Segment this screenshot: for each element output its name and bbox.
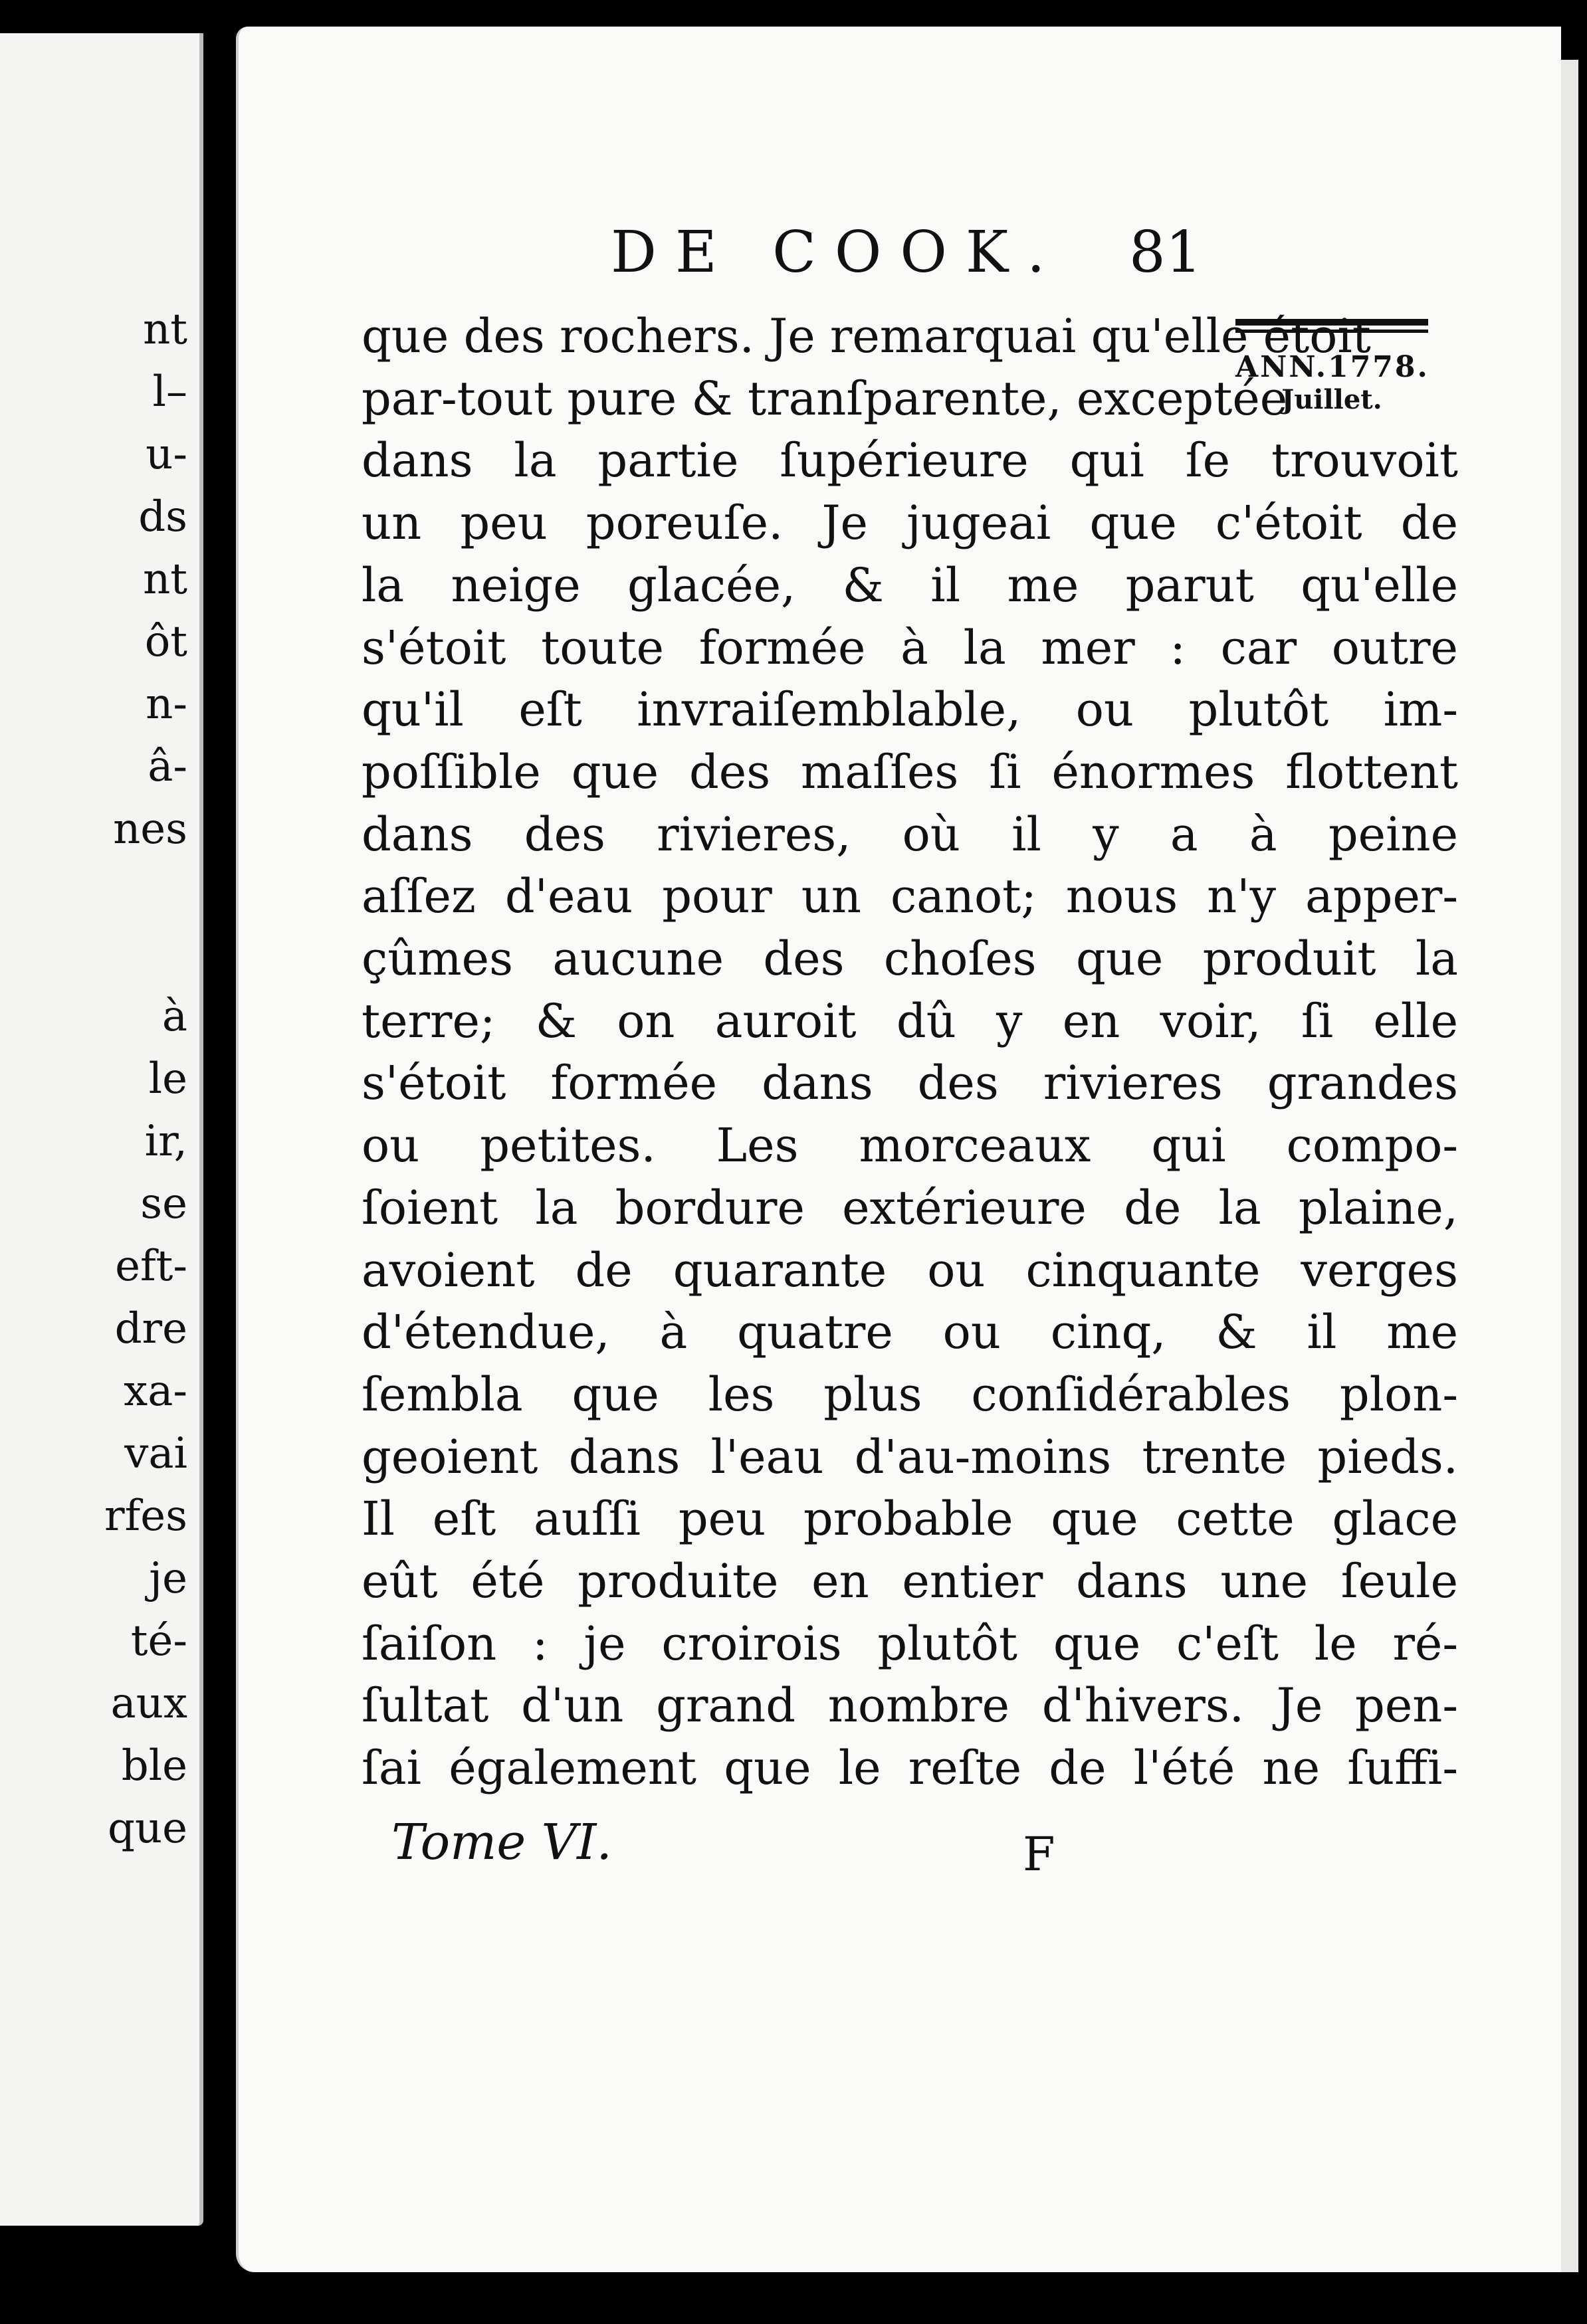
facing-page-fragment: u- xyxy=(146,430,187,479)
facing-page-fragment: se xyxy=(140,1179,187,1228)
facing-page-fragment: rfes xyxy=(104,1492,187,1541)
text-line: ou petites. Les morceaux qui compo- xyxy=(362,1118,1458,1173)
book-page xyxy=(236,27,1561,2272)
facing-page-fragment: que xyxy=(107,1804,187,1853)
facing-page-fragment: à xyxy=(161,992,187,1041)
text-line: ſembla que les plus conſidérables plon- xyxy=(362,1367,1458,1422)
facing-page-fragment: nt xyxy=(143,555,187,604)
margin-note-year: ANN.1778. xyxy=(1235,350,1429,384)
facing-page-fragment: vai xyxy=(124,1429,187,1478)
text-line: qu'il eſt invraiſemblable, ou plutôt im- xyxy=(362,682,1458,737)
page-edge xyxy=(1558,60,1578,2272)
text-line: aſſez d'eau pour un canot; nous n'y apper- xyxy=(362,869,1458,924)
running-head: DE COOK. xyxy=(611,219,1064,286)
text-line: çûmes aucune des choſes que produit la xyxy=(362,931,1458,987)
page-header xyxy=(239,219,1561,292)
text-line: dans des rivieres, où il y a à peine xyxy=(362,807,1458,862)
facing-page-fragment: dre xyxy=(114,1304,187,1353)
facing-page-fragment: l– xyxy=(152,367,187,417)
text-line: la neige glacée, & il me parut qu'elle xyxy=(362,557,1458,613)
facing-page-fragment: eft- xyxy=(115,1242,187,1291)
facing-page-fragment: le xyxy=(148,1054,187,1104)
text-line: Il eſt auſſi peu probable que cette glace xyxy=(362,1492,1458,1547)
facing-page-fragment: ôt xyxy=(144,617,187,666)
facing-page-fragment: â- xyxy=(148,742,187,791)
facing-page-fragment: nes xyxy=(113,805,187,854)
facing-page-fragment: ds xyxy=(138,492,187,541)
text-line: eût été produite en entier dans une ſeule xyxy=(362,1554,1458,1609)
facing-page-fragment: xa- xyxy=(124,1367,187,1416)
page-number: 81 xyxy=(1129,219,1202,286)
volume-label: Tome VI. xyxy=(391,1814,612,1871)
signature-mark: F xyxy=(1023,1827,1055,1882)
facing-page-fragment: n- xyxy=(146,680,187,729)
text-line: ſai également que le reſte de l'été ne ſuffi- xyxy=(362,1741,1458,1796)
text-line: dans la partie ſupérieure qui ſe trouvoit xyxy=(362,433,1458,488)
text-line: que des rochers. Je remarquai qu'elle étoit xyxy=(362,309,1371,363)
facing-page-fragment: té- xyxy=(130,1616,187,1666)
text-line: ſaiſon : je croirois plutôt que c'eſt le ré- xyxy=(362,1616,1458,1671)
text-line: s'étoit formée dans des rivieres grandes xyxy=(362,1056,1458,1111)
facing-page-fragment: je xyxy=(149,1554,187,1603)
text-line: par-tout pure & tranſparente, exceptée xyxy=(362,371,1288,426)
text-line: poſſible que des maſſes ſi énormes flottent xyxy=(362,744,1458,799)
text-line: ſultat d'un grand nombre d'hivers. Je pen- xyxy=(362,1678,1458,1733)
text-line: terre; & on auroit dû y en voir, ſi elle xyxy=(362,993,1458,1048)
body-text xyxy=(362,306,1458,1800)
text-line: un peu poreuſe. Je jugeai que c'étoit de xyxy=(362,496,1458,551)
text-line: d'étendue, à quatre ou cinq, & il me xyxy=(362,1305,1458,1360)
facing-page-fragment: ir, xyxy=(144,1117,187,1166)
text-line: ſoient la bordure extérieure de la plaine, xyxy=(362,1180,1458,1235)
text-line: avoient de quarante ou cinquante verges xyxy=(362,1242,1458,1298)
margin-note-month: Juillet. xyxy=(1281,384,1382,415)
facing-page-fragment: aux xyxy=(110,1679,187,1728)
text-line: geoient dans l'eau d'au-moins trente pieds. xyxy=(362,1429,1458,1484)
facing-page-fragment: nt xyxy=(143,305,187,354)
facing-page-fragment: ble xyxy=(121,1741,187,1791)
text-line: s'étoit toute formée à la mer : car outre xyxy=(362,620,1458,675)
facing-page xyxy=(0,33,203,2226)
